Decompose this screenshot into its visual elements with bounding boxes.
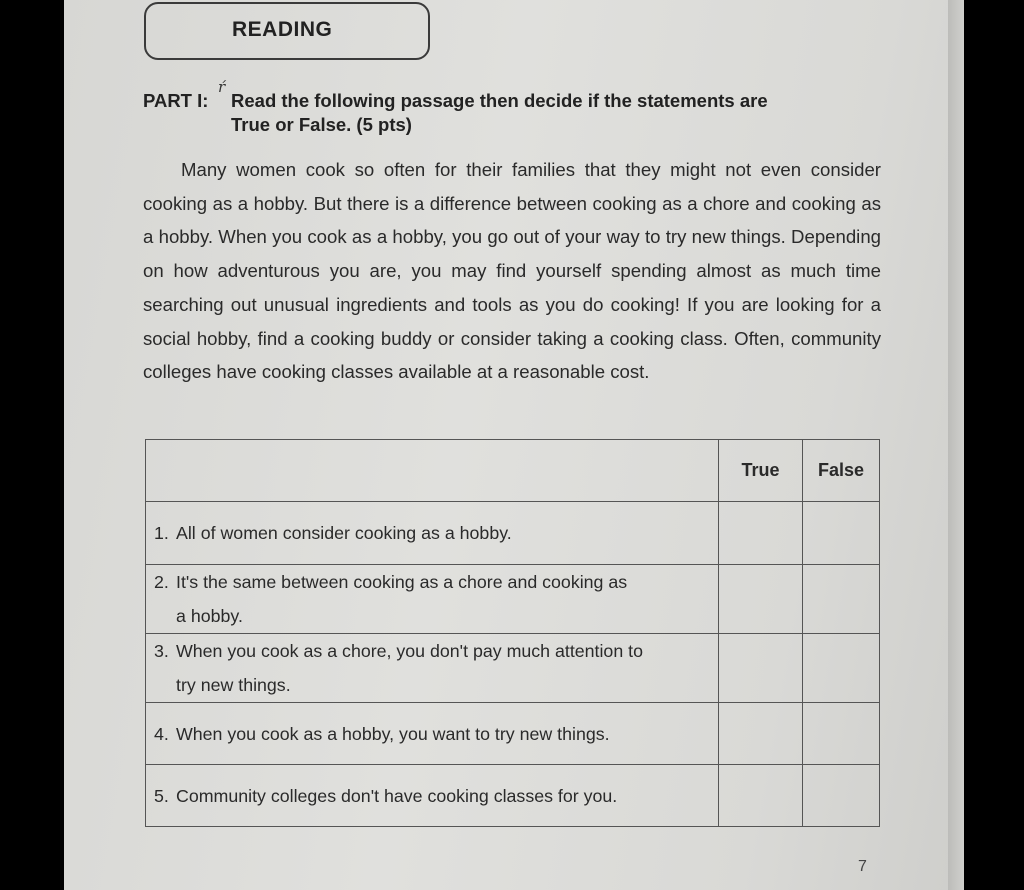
- statement-cell: 1. All of women consider cooking as a hobby.: [146, 502, 719, 565]
- false-answer-cell[interactable]: [803, 634, 880, 703]
- table-row: [146, 703, 880, 765]
- instruction-line-1: Read the following passage then decide if the statements are: [231, 90, 768, 111]
- table-row: [146, 765, 880, 827]
- true-answer-cell[interactable]: [719, 502, 803, 565]
- passage-text: Many women cook so often for their families that they might not even consider cooking as a hobby. But there is a difference between cooking as a chore and cooking as a hobby. When you cook as a hobby, you go out of your way to try new things. Depending on how adventurous you are, you may find yourself spending almost as much time searching out unusual ingredients and tools as you do cooking! If you are looking for a social hobby, find a cooking buddy or consider taking a cooking class. Often, community colleges have cooking classes available at a reasonable cost.: [143, 159, 881, 383]
- page-number: 7: [858, 858, 867, 875]
- reading-passage: [143, 153, 881, 389]
- section-title: READING: [232, 18, 333, 41]
- adjacent-page-edge: [948, 0, 964, 890]
- false-answer-cell[interactable]: [803, 765, 880, 827]
- header-statement: [146, 440, 719, 502]
- header-true: True: [719, 440, 803, 502]
- true-answer-cell[interactable]: [719, 765, 803, 827]
- table-header-row: [146, 440, 880, 502]
- false-answer-cell[interactable]: [803, 502, 880, 565]
- handwritten-mark: ŕ: [218, 78, 226, 96]
- table-row: [146, 634, 880, 703]
- false-answer-cell[interactable]: [803, 703, 880, 765]
- true-answer-cell[interactable]: [719, 565, 803, 634]
- statement-cell: 4. When you cook as a hobby, you want to try new things.: [146, 703, 719, 765]
- instruction-line-2: True or False. (5 pts): [231, 114, 412, 135]
- part-instruction: [143, 89, 883, 137]
- header-false: False: [803, 440, 880, 502]
- table-row: [146, 502, 880, 565]
- true-answer-cell[interactable]: [719, 703, 803, 765]
- false-answer-cell[interactable]: [803, 565, 880, 634]
- statement-cell: 2. It's the same between cooking as a chore and cooking as a hobby.: [146, 565, 719, 634]
- statement-cell: 5. Community colleges don't have cooking classes for you.: [146, 765, 719, 827]
- true-answer-cell[interactable]: [719, 634, 803, 703]
- true-false-table: [145, 439, 880, 827]
- part-label: PART I:: [143, 90, 209, 111]
- table-row: [146, 565, 880, 634]
- section-title-box: [144, 2, 430, 60]
- statement-cell: 3. When you cook as a chore, you don't pay much attention to try new things.: [146, 634, 719, 703]
